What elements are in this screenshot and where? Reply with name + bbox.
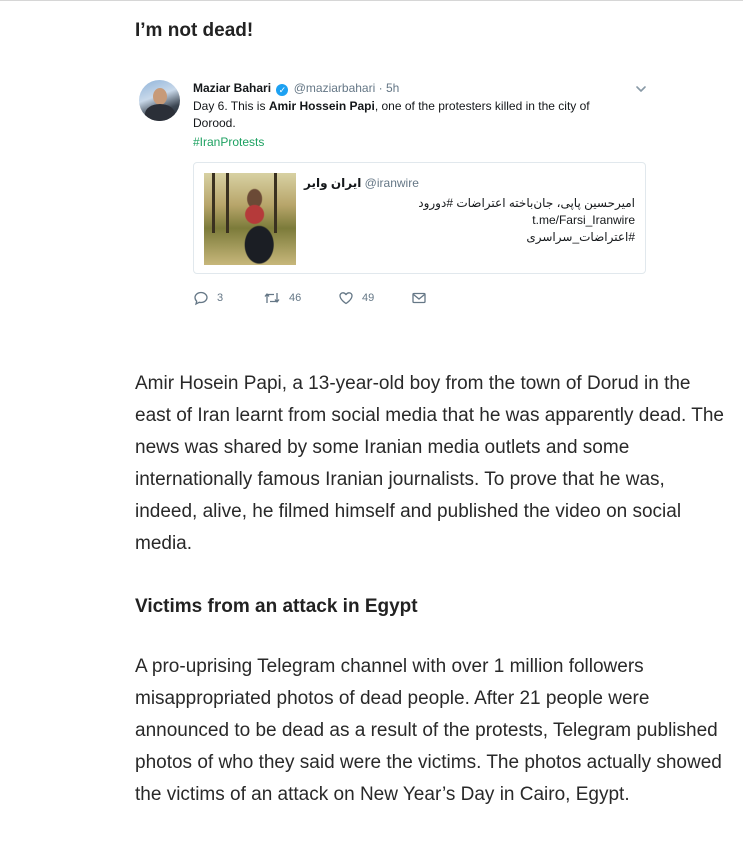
quoted-author-handle[interactable]: @iranwire bbox=[364, 176, 419, 190]
quoted-tweet-photo[interactable] bbox=[204, 173, 296, 265]
article-paragraph-1: Amir Hosein Papi, a 13-year-old boy from the town of Dorud in the east of Iran learnt from social media that he was apparently dead. The news was shared by some Iranian media outlets and some internationally famous Iranian journalists. To prove that he was, indeed, alive, he filmed himself and published the video on social media. bbox=[135, 373, 724, 554]
quoted-text-hashtag[interactable]: #اعتراضات_سراسری bbox=[526, 230, 635, 244]
tweet-meta-separator: · bbox=[375, 81, 386, 95]
chevron-down-icon[interactable] bbox=[634, 82, 648, 96]
like-count: 49 bbox=[362, 292, 375, 304]
retweet-count: 46 bbox=[289, 292, 302, 304]
direct-message-button[interactable] bbox=[411, 289, 435, 307]
tweet-author-handle[interactable]: @maziarbahari bbox=[293, 81, 376, 95]
reply-count: 3 bbox=[217, 292, 224, 304]
quoted-tweet-card[interactable] bbox=[193, 162, 646, 274]
article-paragraph-2: A pro-uprising Telegram channel with over 1 million followers misappropriated photos of dead people. After 21 people were announced to be dead as a result of the protests, Telegram published photos of who they said were the victims. The photos actually showed the victims of an attack on New Year’s Day in Cairo, Egypt. bbox=[135, 656, 722, 805]
embedded-tweet[interactable] bbox=[135, 66, 660, 316]
section-heading-not-dead: I’m not dead! bbox=[135, 20, 254, 41]
tweet-header bbox=[193, 80, 399, 96]
like-button[interactable] bbox=[338, 289, 374, 307]
quoted-author-name[interactable]: ایران وایر bbox=[304, 176, 362, 190]
section-heading-egypt-victims: Victims from an attack in Egypt bbox=[135, 596, 418, 617]
tweet-author-name[interactable]: Maziar Bahari bbox=[193, 81, 272, 95]
tweet-text-bold-name: Amir Hossein Papi bbox=[268, 99, 375, 113]
heart-icon bbox=[338, 290, 354, 306]
reply-icon bbox=[193, 290, 209, 306]
quoted-text-line-1: امیرحسین پاپی، جان‌باخته اعتراضات #دورود bbox=[418, 196, 635, 210]
envelope-icon bbox=[411, 290, 427, 306]
retweet-icon bbox=[263, 290, 281, 306]
retweet-button[interactable] bbox=[263, 289, 301, 307]
top-divider bbox=[0, 0, 743, 1]
author-avatar[interactable] bbox=[139, 80, 180, 121]
verified-badge-icon: ✓ bbox=[276, 84, 288, 96]
quoted-text-link[interactable]: t.me/Farsi_Iranwire bbox=[532, 213, 635, 227]
reply-button[interactable] bbox=[193, 289, 223, 307]
tweet-text: Day 6. This is Amir Hossein Papi, one of the protesters killed in the city of Dorood. bbox=[193, 99, 590, 130]
tweet-timestamp[interactable]: 5h bbox=[385, 81, 400, 95]
quoted-tweet-header bbox=[304, 175, 419, 191]
tweet-hashtag-link[interactable]: #IranProtests bbox=[193, 135, 265, 149]
